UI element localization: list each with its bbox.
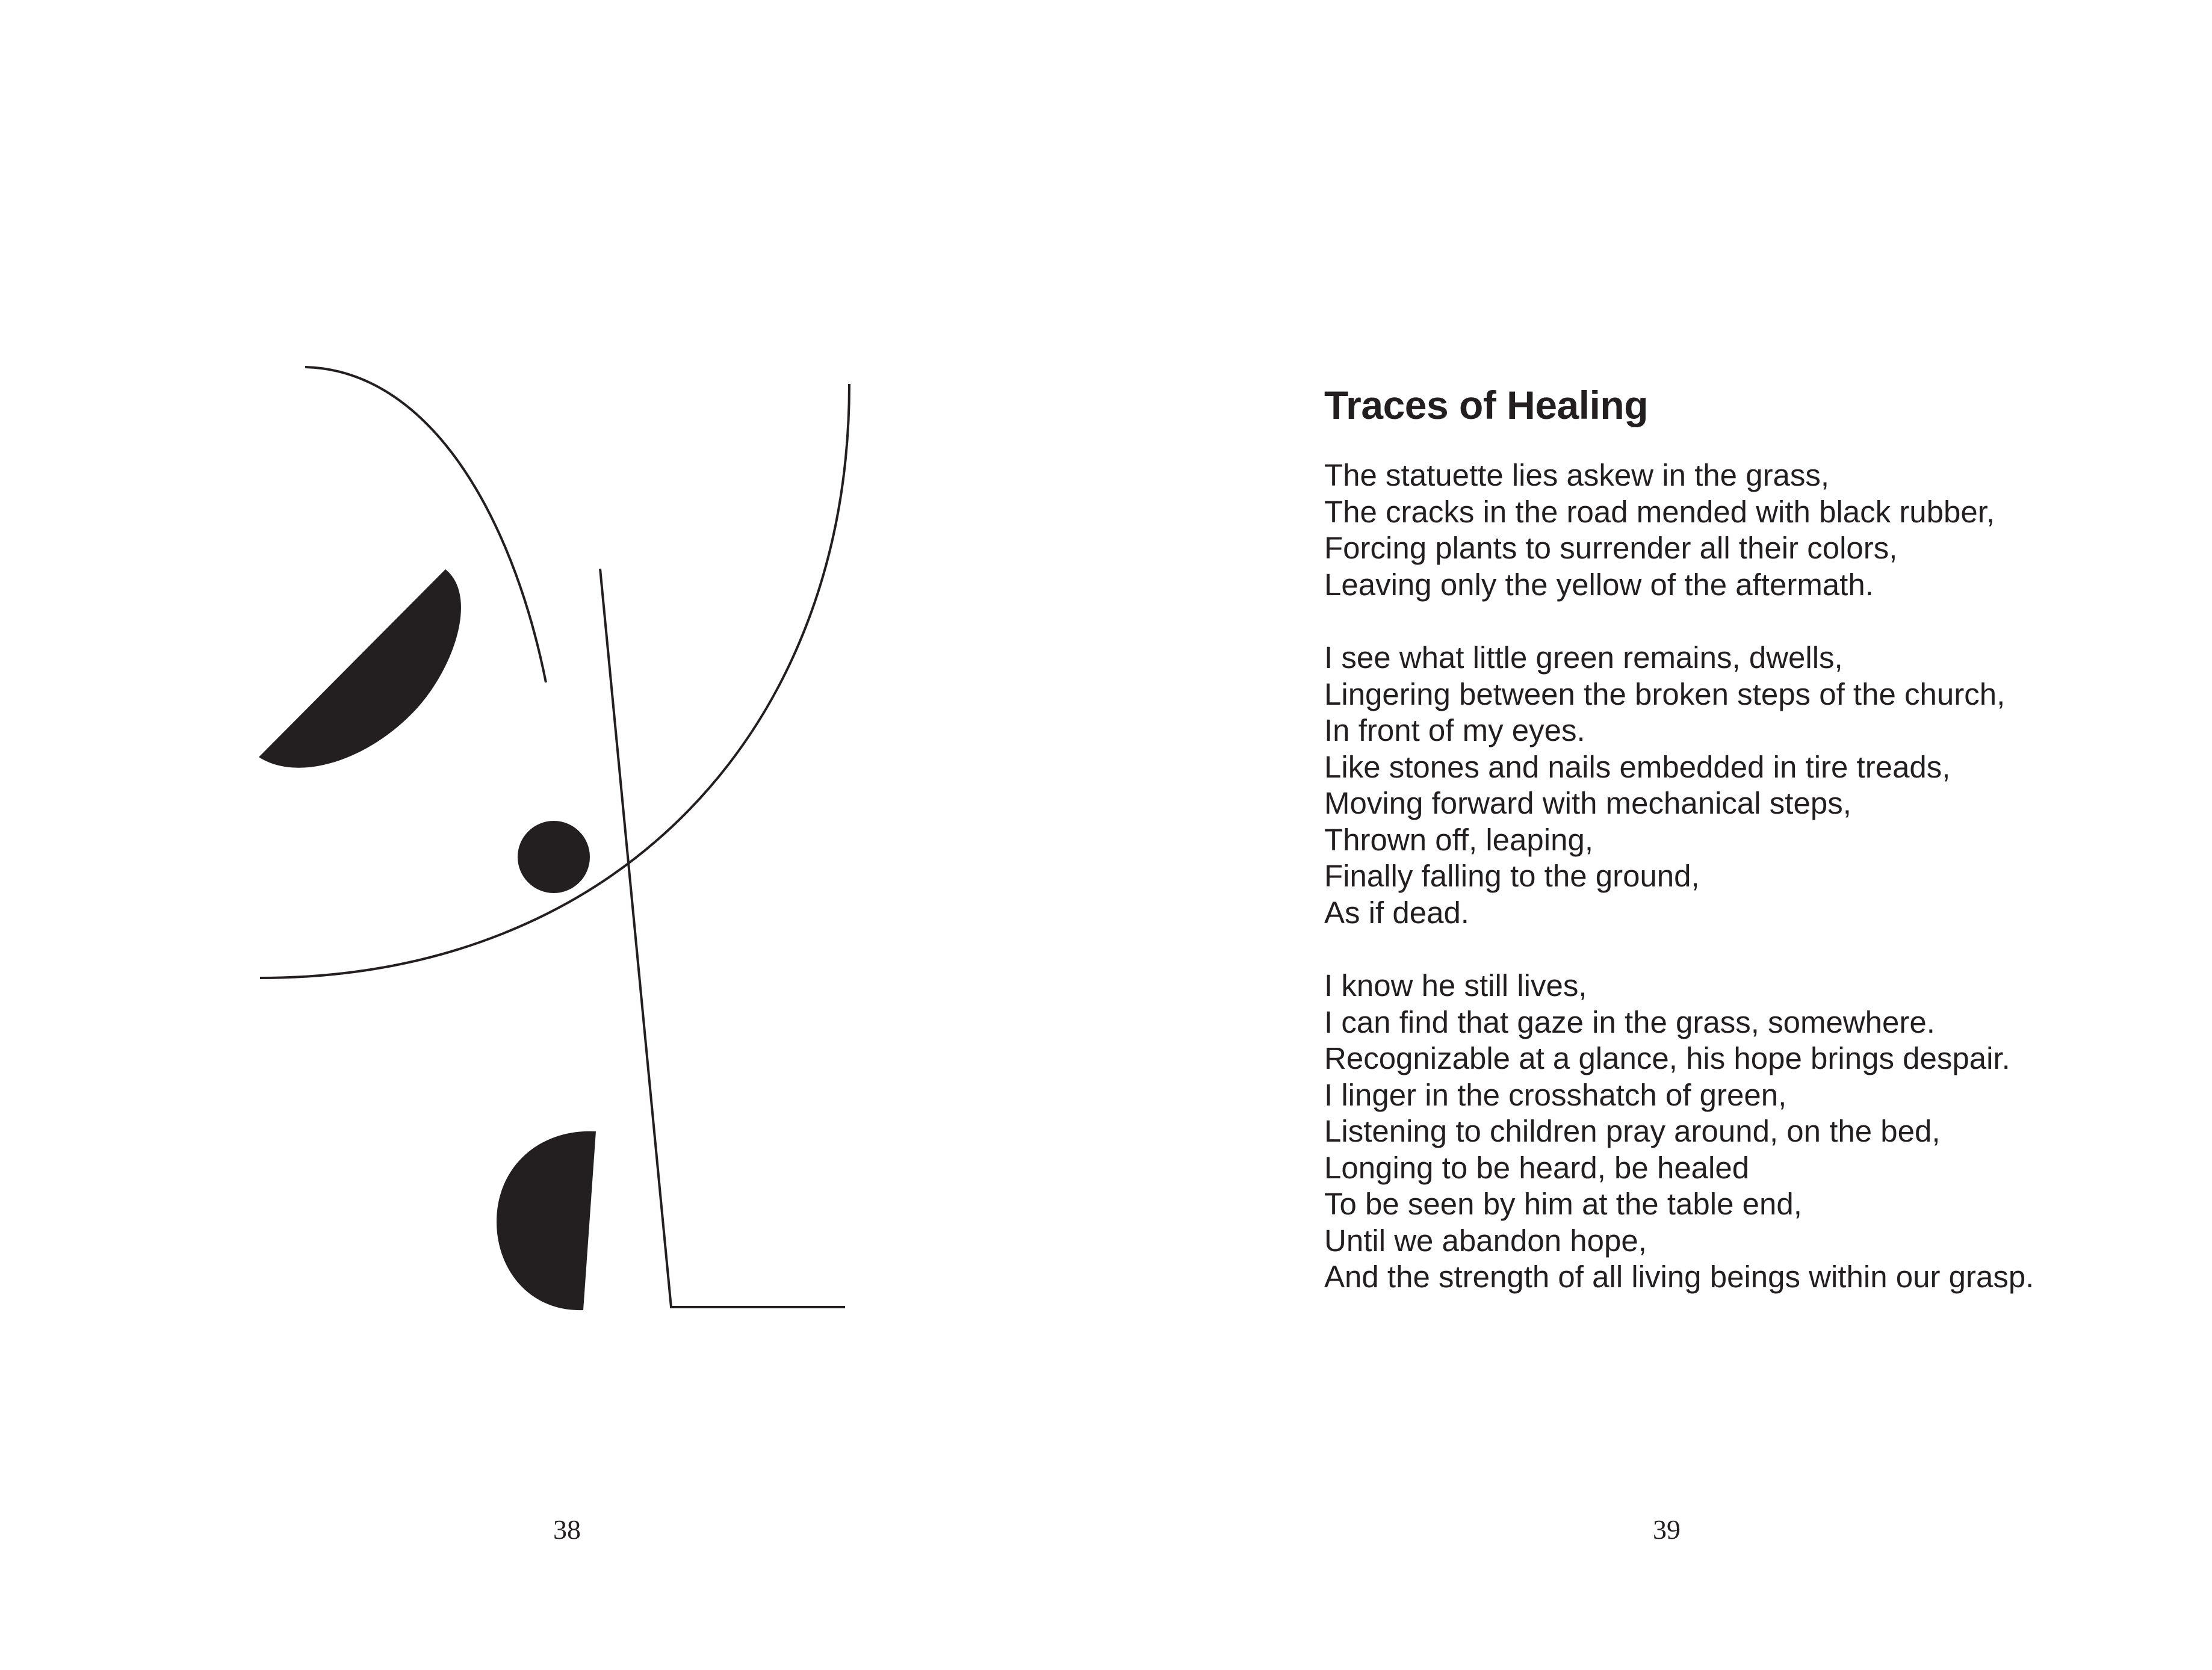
poem-line: The statuette lies askew in the grass,	[1324, 458, 1830, 492]
poem-line: Until we abandon hope,	[1324, 1223, 1647, 1258]
poem-line: Listening to children pray around, on the bed,	[1324, 1114, 1941, 1148]
poem-body	[1324, 457, 2179, 1296]
poem-line: In front of my eyes.	[1324, 713, 1585, 747]
stanza-3	[1324, 968, 2179, 1296]
poem-line: To be seen by him at the table end,	[1324, 1187, 1802, 1221]
poem-title: Traces of Healing	[1324, 383, 1649, 427]
poem-line: I can find that gaze in the grass, somewhere.	[1324, 1004, 1935, 1039]
poem-line: Moving forward with mechanical steps,	[1324, 786, 1851, 820]
poem-line: As if dead.	[1324, 895, 1469, 930]
slanted-vertical-line	[600, 569, 671, 1307]
poem-line: I see what little green remains, dwells,	[1324, 640, 1843, 675]
page-number-right: 39	[1653, 1514, 1681, 1545]
poem	[1324, 385, 2179, 1296]
poem-line: Like stones and nails embedded in tire treads,	[1324, 749, 1951, 784]
poem-line: Lingering between the broken steps of the church,	[1324, 676, 2006, 711]
poem-line: I linger in the crosshatch of green,	[1324, 1077, 1787, 1112]
blade-half-ellipse	[259, 569, 461, 768]
stanza-2	[1324, 640, 2179, 931]
poem-line: I know he still lives,	[1324, 968, 1587, 1003]
poem-line: Forcing plants to surrender all their colors,	[1324, 531, 1898, 565]
right-page	[1106, 0, 2212, 1670]
poem-line: Leaving only the yellow of the aftermath.	[1324, 567, 1874, 602]
stanza-1	[1324, 457, 2179, 603]
poem-line: Finally falling to the ground,	[1324, 859, 1700, 893]
poem-line: Thrown off, leaping,	[1324, 822, 1593, 857]
page-number-left: 38	[553, 1514, 581, 1545]
half-disc	[497, 1131, 596, 1310]
small-black-circle	[518, 821, 590, 893]
poem-line: The cracks in the road mended with black rubber,	[1324, 494, 1995, 529]
poem-line: Recognizable at a glance, his hope brings despair.	[1324, 1041, 2010, 1075]
poem-line: And the strength of all living beings within our grasp.	[1324, 1260, 2034, 1294]
poem-line: Longing to be heard, be healed	[1324, 1150, 1750, 1185]
